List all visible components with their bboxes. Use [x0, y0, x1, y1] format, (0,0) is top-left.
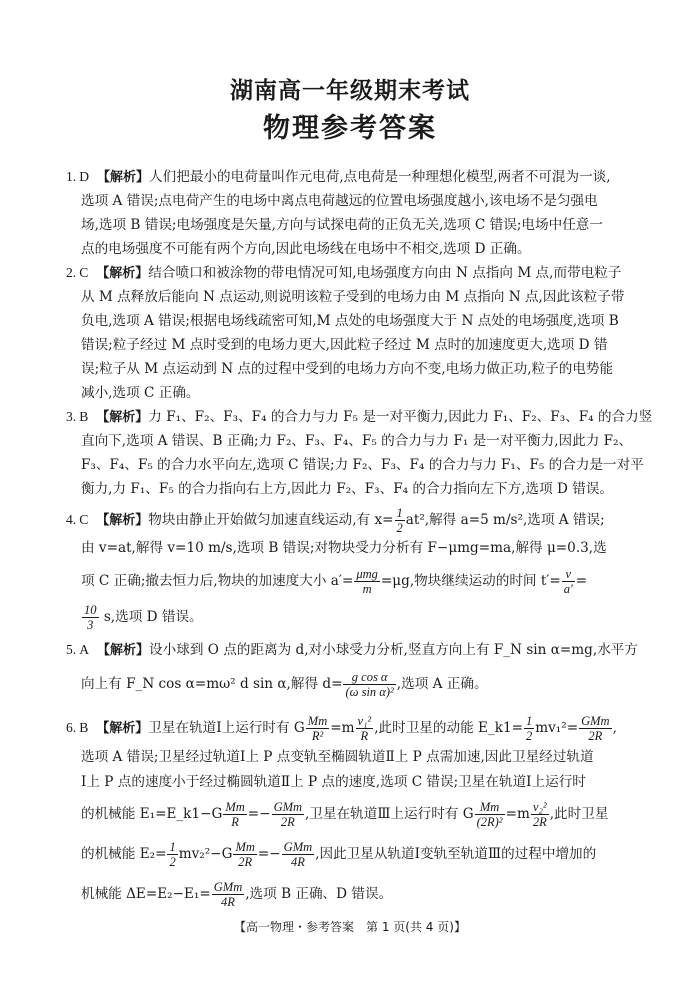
fraction-10-3: $\frac{10}{3}$: [84, 603, 97, 632]
q5-line-1: 5. A 【解析】设小球到 O 点的距离为 d,对小球受力分析,竖直方向上有 F_N sin α=mg,水平方: [66, 642, 638, 658]
q3-line-4: 衡力,力 F₁、F₅ 的合力指向右上方,因此力 F₂、F₃、F₄ 的合力指向左下方,选项 D 错误。: [81, 481, 614, 497]
fraction: GMm 2R: [273, 800, 303, 829]
fraction: GMm 4R: [213, 880, 243, 909]
fraction: $\frac{Mm}{\text{(2R)²}}$: [476, 800, 503, 829]
q6-line-1: 6. B 【解析】卫星在轨道Ⅰ上运行时有 G $\frac{Mm}{\text{R²}}$ =m $\frac{\text{v₁²}}{R}$ ,此时卫星的动能 E_k1= $\frac{1}{2}$ mv₁²= GMm 2R ,: [66, 714, 617, 743]
q3-line-3: F₃、F₄、F₅ 的合力水平向左,选项 C 错误;力 F₂、F₃、F₄ 的合力与力 F₁、F₅ 的合力是一对平: [81, 457, 644, 473]
fraction-d: $\frac{\text{g cos α}}{\text{(ω sin α)²}}$: [345, 670, 394, 699]
q6-line-3: Ⅰ上 P 点的速度小于经过椭圆轨道Ⅱ上 P 点的速度,选项 C 错误;卫星在轨道Ⅰ上运行时: [81, 774, 586, 790]
q6-line-4: 的机械能 E₁=E_k1−G $\frac{Mm}{R}$ =− GMm 2R ,卫星在轨道Ⅲ上运行时有 G $\frac{Mm}{\text{(2R)²}}$ =m $\frac{\text{v₂²}}{2R}$ ,此时卫星: [81, 800, 609, 829]
fraction: GMm 2R: [581, 714, 610, 743]
fraction-v-a: $\frac{v}{a'}$: [563, 567, 573, 596]
q4-line-3: 项 C 正确;撤去恒力后,物块的加速度大小 a′= μmg m =μg,物块继续运动的时间 t′= $\frac{v}{a'}$ =: [81, 567, 588, 596]
fraction: $\frac{Mm}{R}$: [225, 800, 245, 829]
fraction: $\frac{\text{v₁²}}{R}$: [357, 714, 372, 743]
fraction: $\frac{Mm}{\text{R²}}$: [307, 714, 328, 743]
q6-line-5: 的机械能 E₂= $\frac{1}{2}$ mv₂²−G $\frac{Mm}{2R}$ =− GMm 4R ,因此卫星从轨道Ⅰ变轨至轨道Ⅲ的过程中增加的: [81, 840, 597, 869]
q3-line-2: 直向下,选项 A 错误、B 正确;力 F₂、F₃、F₄、F₅ 的合力与力 F₁ 是一对平衡力,因此力 F₂、: [81, 433, 633, 449]
q2-line-3: 负电,选项 A 错误;根据电场线疏密可知,M 点处的电场强度大于 N 点处的电场强度,选项 B: [81, 313, 619, 329]
q3-line-1: 3. B 【解析】力 F₁、F₂、F₃、F₄ 的合力与力 F₅ 是一对平衡力,因此力 F₁、F₂、F₃、F₄ 的合力竖: [66, 409, 653, 425]
page-footer: 【高一物理・参考答案 第 1 页(共 4 页)】: [234, 920, 466, 934]
q4-line-2: 由 v=at,解得 v=10 m/s,选项 B 错误;对物块受力分析有 F−μmg=ma,解得 μ=0.3,选: [81, 540, 607, 556]
q2-line-1: 2. C 【解析】结合喷口和被涂物的带电情况可知,电场强度方向由 N 点指向 M 点,而带电粒子: [66, 265, 622, 281]
fraction: $\frac{1}{2}$: [169, 840, 176, 869]
fraction: $\frac{Mm}{2R}$: [235, 840, 255, 869]
q2-line-4: 错误;粒子经过 M 点时受到的电场力更大,因此粒子经过 M 点时的加速度更大,选项 D 错: [81, 337, 608, 353]
fraction: GMm 4R: [283, 840, 313, 869]
fraction: $\frac{1}{2}$: [525, 714, 533, 743]
fraction-half: $\frac{1}{2}$: [396, 506, 403, 535]
q4-line-4: $\frac{10}{3}$ s,选项 D 错误。: [84, 603, 203, 632]
q2-line-6: 减小,选项 C 正确。: [81, 385, 200, 401]
page-title: 湖南高一年级期末考试: [230, 78, 470, 104]
q4-line-1: 4. C 【解析】物块由静止开始做匀加速直线运动,有 x= $\frac{1}{2}$ at²,解得 a=5 m/s²,选项 A 错误;: [66, 506, 605, 535]
q6-line-6: 机械能 ΔE=E₂−E₁= GMm 4R ,选项 B 正确、D 错误。: [81, 880, 393, 909]
q5-line-2: 向上有 F_N cos α=mω² d sin α,解得 d= $\frac{\text{g cos α}}{\text{(ω sin α)²}}$ ,选项 A 正确。: [81, 670, 488, 699]
q2-line-5: 误;粒子从 M 点运动到 N 点的过程中受到的电场力方向不变,电场力做正功,粒子的电势能: [81, 361, 614, 377]
q2-line-2: 从 M 点释放后能向 N 点运动,则说明该粒子受到的电场力由 M 点指向 N 点,因此该粒子带: [81, 289, 625, 305]
q1-line-2: 选项 A 错误;点电荷产生的电场中离点电荷越远的位置电场强度越小,该电场不是匀强电: [81, 193, 598, 209]
q1-line-4: 点的电场强度不可能有两个方向,因此电场线在电场中不相交,选项 D 正确。: [81, 241, 531, 257]
fraction-umg-m: μmg m: [356, 567, 378, 596]
q1-line-3: 场,选项 B 错误;电场强度是矢量,方向与试探电荷的正负无关,选项 C 错误;电场中任意一: [81, 217, 603, 233]
page-subtitle: 物理参考答案: [263, 113, 437, 144]
fraction: $\frac{\text{v₂²}}{2R}$: [532, 800, 547, 829]
q6-line-2: 选项 A 错误;卫星经过轨道Ⅰ上 P 点变轨至椭圆轨道Ⅱ上 P 点需加速,因此卫星经过轨道: [81, 749, 594, 765]
q1-line-1: 1. D 【解析】人们把最小的电荷量叫作元电荷,点电荷是一种理想化模型,两者不可混为一谈,: [66, 169, 611, 185]
